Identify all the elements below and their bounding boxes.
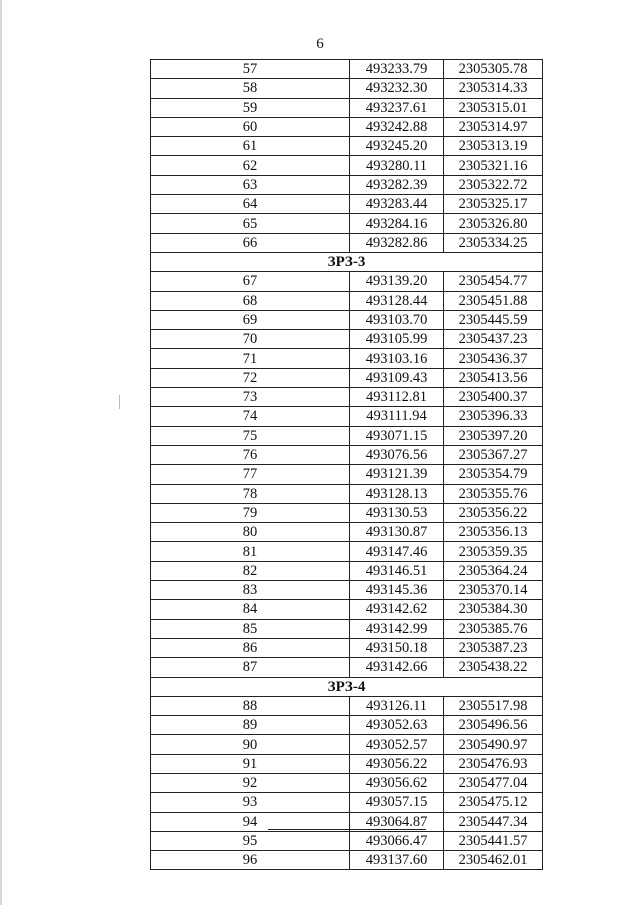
x-coordinate-cell: 493056.22 (350, 754, 444, 773)
point-number-cell: 86 (151, 638, 350, 657)
table-row (151, 388, 543, 407)
x-coordinate-cell: 493128.13 (350, 484, 444, 503)
x-coordinate-cell: 493105.99 (350, 330, 444, 349)
point-number-cell: 90 (151, 735, 350, 754)
section-title: ЗРЗ-4 (151, 677, 543, 696)
x-coordinate-cell: 493076.56 (350, 445, 444, 464)
table-row (151, 619, 543, 638)
table-row (151, 638, 543, 657)
x-coordinate-cell: 493130.87 (350, 523, 444, 542)
table-row (151, 98, 543, 117)
y-coordinate-cell: 2305305.78 (444, 60, 543, 79)
table-row (151, 851, 543, 870)
point-number-cell: 94 (151, 812, 350, 831)
x-coordinate-cell: 493142.66 (350, 658, 444, 677)
x-coordinate-cell: 493137.60 (350, 851, 444, 870)
point-number-cell: 59 (151, 98, 350, 117)
point-number-cell: 57 (151, 60, 350, 79)
point-number-cell: 68 (151, 291, 350, 310)
point-number-cell: 64 (151, 195, 350, 214)
y-coordinate-cell: 2305384.30 (444, 600, 543, 619)
point-number-cell: 87 (151, 658, 350, 677)
table-row (151, 272, 543, 291)
x-coordinate-cell: 493052.63 (350, 716, 444, 735)
table-row (151, 696, 543, 715)
y-coordinate-cell: 2305451.88 (444, 291, 543, 310)
x-coordinate-cell: 493111.94 (350, 407, 444, 426)
table-row (151, 195, 543, 214)
x-coordinate-cell: 493242.88 (350, 117, 444, 136)
table-row (151, 175, 543, 194)
point-number-cell: 83 (151, 581, 350, 600)
y-coordinate-cell: 2305370.14 (444, 581, 543, 600)
x-coordinate-cell: 493112.81 (350, 388, 444, 407)
y-coordinate-cell: 2305396.33 (444, 407, 543, 426)
x-coordinate-cell: 493056.62 (350, 773, 444, 792)
y-coordinate-cell: 2305445.59 (444, 310, 543, 329)
table-row (151, 214, 543, 233)
table-row (151, 716, 543, 735)
table-row (151, 330, 543, 349)
footer-rule (268, 829, 426, 830)
x-coordinate-cell: 493232.30 (350, 79, 444, 98)
table-row (151, 523, 543, 542)
page-edge-shadow (0, 0, 2, 905)
point-number-cell: 73 (151, 388, 350, 407)
table-row (151, 754, 543, 773)
x-coordinate-cell: 493280.11 (350, 156, 444, 175)
table-row (151, 79, 543, 98)
y-coordinate-cell: 2305334.25 (444, 233, 543, 252)
point-number-cell: 80 (151, 523, 350, 542)
point-number-cell: 65 (151, 214, 350, 233)
x-coordinate-cell: 493126.11 (350, 696, 444, 715)
y-coordinate-cell: 2305436.37 (444, 349, 543, 368)
x-coordinate-cell: 493146.51 (350, 561, 444, 580)
section-header-row (151, 252, 543, 271)
point-number-cell: 84 (151, 600, 350, 619)
y-coordinate-cell: 2305476.93 (444, 754, 543, 773)
x-coordinate-cell: 493147.46 (350, 542, 444, 561)
section-title: ЗРЗ-3 (151, 252, 543, 271)
y-coordinate-cell: 2305354.79 (444, 465, 543, 484)
y-coordinate-cell: 2305387.23 (444, 638, 543, 657)
x-coordinate-cell: 493121.39 (350, 465, 444, 484)
table-row (151, 117, 543, 136)
table-row (151, 349, 543, 368)
y-coordinate-cell: 2305496.56 (444, 716, 543, 735)
table-row (151, 581, 543, 600)
point-number-cell: 61 (151, 137, 350, 156)
page-number: 6 (316, 36, 324, 52)
table-row (151, 407, 543, 426)
x-coordinate-cell: 493282.39 (350, 175, 444, 194)
table-row (151, 561, 543, 580)
x-coordinate-cell: 493128.44 (350, 291, 444, 310)
point-number-cell: 67 (151, 272, 350, 291)
point-number-cell: 58 (151, 79, 350, 98)
x-coordinate-cell: 493103.16 (350, 349, 444, 368)
x-coordinate-cell: 493284.16 (350, 214, 444, 233)
table-row (151, 831, 543, 850)
y-coordinate-cell: 2305517.98 (444, 696, 543, 715)
y-coordinate-cell: 2305356.22 (444, 503, 543, 522)
y-coordinate-cell: 2305364.24 (444, 561, 543, 580)
table-row (151, 735, 543, 754)
table-row (151, 658, 543, 677)
x-coordinate-cell: 493283.44 (350, 195, 444, 214)
point-number-cell: 63 (151, 175, 350, 194)
point-number-cell: 88 (151, 696, 350, 715)
table-row (151, 773, 543, 792)
table-row (151, 503, 543, 522)
point-number-cell: 79 (151, 503, 350, 522)
x-coordinate-cell: 493130.53 (350, 503, 444, 522)
y-coordinate-cell: 2305325.17 (444, 195, 543, 214)
x-coordinate-cell: 493245.20 (350, 137, 444, 156)
point-number-cell: 75 (151, 426, 350, 445)
y-coordinate-cell: 2305314.33 (444, 79, 543, 98)
point-number-cell: 74 (151, 407, 350, 426)
point-number-cell: 62 (151, 156, 350, 175)
point-number-cell: 66 (151, 233, 350, 252)
point-number-cell: 70 (151, 330, 350, 349)
y-coordinate-cell: 2305315.01 (444, 98, 543, 117)
y-coordinate-cell: 2305437.23 (444, 330, 543, 349)
table-row (151, 542, 543, 561)
x-coordinate-cell: 493139.20 (350, 272, 444, 291)
table-row (151, 137, 543, 156)
x-coordinate-cell: 493064.87 (350, 812, 444, 831)
y-coordinate-cell: 2305441.57 (444, 831, 543, 850)
point-number-cell: 82 (151, 561, 350, 580)
x-coordinate-cell: 493237.61 (350, 98, 444, 117)
x-coordinate-cell: 493233.79 (350, 60, 444, 79)
y-coordinate-cell: 2305356.13 (444, 523, 543, 542)
point-number-cell: 89 (151, 716, 350, 735)
scan-artifact (119, 395, 120, 409)
point-number-cell: 72 (151, 368, 350, 387)
y-coordinate-cell: 2305475.12 (444, 793, 543, 812)
y-coordinate-cell: 2305359.35 (444, 542, 543, 561)
y-coordinate-cell: 2305314.97 (444, 117, 543, 136)
point-number-cell: 69 (151, 310, 350, 329)
table-row (151, 310, 543, 329)
table-row (151, 484, 543, 503)
point-number-cell: 60 (151, 117, 350, 136)
x-coordinate-cell: 493103.70 (350, 310, 444, 329)
x-coordinate-cell: 493066.47 (350, 831, 444, 850)
table-row (151, 368, 543, 387)
point-number-cell: 91 (151, 754, 350, 773)
y-coordinate-cell: 2305367.27 (444, 445, 543, 464)
y-coordinate-cell: 2305397.20 (444, 426, 543, 445)
x-coordinate-cell: 493071.15 (350, 426, 444, 445)
y-coordinate-cell: 2305400.37 (444, 388, 543, 407)
y-coordinate-cell: 2305355.76 (444, 484, 543, 503)
x-coordinate-cell: 493109.43 (350, 368, 444, 387)
x-coordinate-cell: 493150.18 (350, 638, 444, 657)
point-number-cell: 78 (151, 484, 350, 503)
x-coordinate-cell: 493052.57 (350, 735, 444, 754)
y-coordinate-cell: 2305438.22 (444, 658, 543, 677)
table-row (151, 465, 543, 484)
point-number-cell: 95 (151, 831, 350, 850)
y-coordinate-cell: 2305313.19 (444, 137, 543, 156)
y-coordinate-cell: 2305322.72 (444, 175, 543, 194)
x-coordinate-cell: 493142.99 (350, 619, 444, 638)
point-number-cell: 85 (151, 619, 350, 638)
table-row (151, 426, 543, 445)
table-row (151, 793, 543, 812)
coordinates-table-body (151, 60, 543, 870)
table-row (151, 600, 543, 619)
table-row (151, 291, 543, 310)
table-row (151, 60, 543, 79)
y-coordinate-cell: 2305490.97 (444, 735, 543, 754)
table-row (151, 156, 543, 175)
point-number-cell: 71 (151, 349, 350, 368)
y-coordinate-cell: 2305413.56 (444, 368, 543, 387)
x-coordinate-cell: 493145.36 (350, 581, 444, 600)
y-coordinate-cell: 2305454.77 (444, 272, 543, 291)
coordinates-table (150, 59, 543, 870)
point-number-cell: 93 (151, 793, 350, 812)
point-number-cell: 92 (151, 773, 350, 792)
x-coordinate-cell: 493057.15 (350, 793, 444, 812)
point-number-cell: 77 (151, 465, 350, 484)
table-row (151, 233, 543, 252)
x-coordinate-cell: 493282.86 (350, 233, 444, 252)
section-header-row (151, 677, 543, 696)
y-coordinate-cell: 2305447.34 (444, 812, 543, 831)
point-number-cell: 81 (151, 542, 350, 561)
y-coordinate-cell: 2305326.80 (444, 214, 543, 233)
point-number-cell: 76 (151, 445, 350, 464)
x-coordinate-cell: 493142.62 (350, 600, 444, 619)
table-row (151, 445, 543, 464)
y-coordinate-cell: 2305385.76 (444, 619, 543, 638)
y-coordinate-cell: 2305462.01 (444, 851, 543, 870)
point-number-cell: 96 (151, 851, 350, 870)
y-coordinate-cell: 2305321.16 (444, 156, 543, 175)
y-coordinate-cell: 2305477.04 (444, 773, 543, 792)
